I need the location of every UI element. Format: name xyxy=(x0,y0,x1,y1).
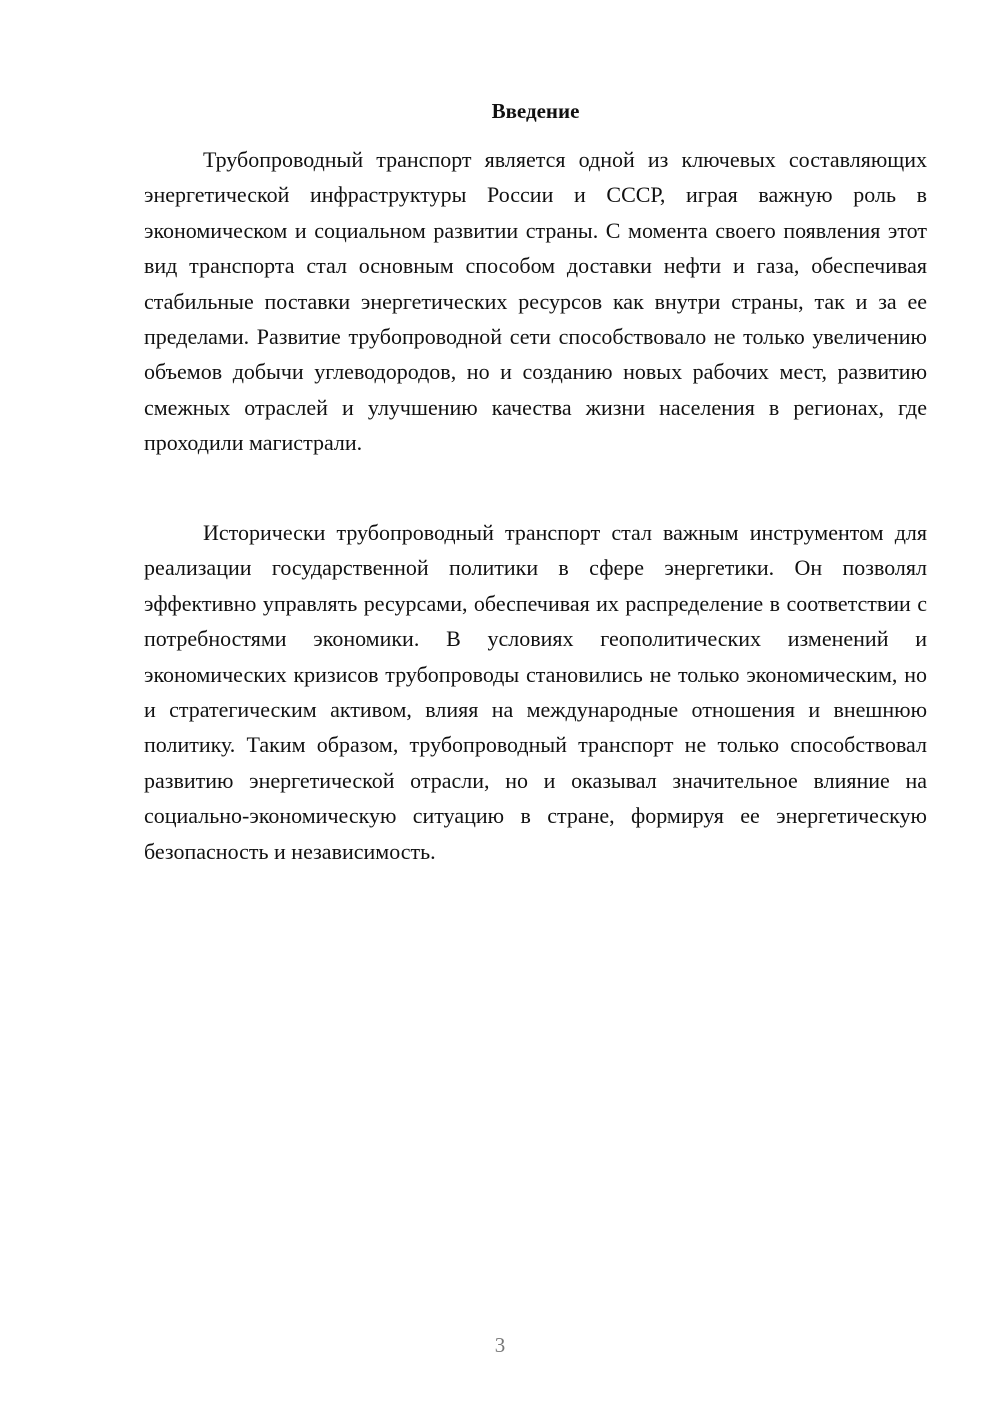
paragraph-2: Исторически трубопроводный транспорт стал важным инструментом для реализации государственной политики в сфере энергетики. Он позволял эффективно управлять ресурсами, обеспечивая их распределение в соответствии с потребностями экономики. В условиях геополитических изменений и экономических кризисов трубопроводы становились не только экономическим, но и стратегическим активом, влияя на международные отношения и внешнюю политику. Таким образом, трубопроводный транспорт не только способствовал развитию энергетической отрасли, но и оказывал значительное влияние на социально-экономическую ситуацию в стране, формируя ее энергетическую безопасность и независимость. xyxy=(144,520,927,864)
page-number: 3 xyxy=(494,1333,506,1357)
section-heading: Введение xyxy=(491,99,580,123)
paragraph-1: Трубопроводный транспорт является одной из ключевых составляющих энергетической инфраструктуры России и СССР, играя важную роль в экономическом и социальном развитии страны. С момента своего появления этот вид транспорта стал основным способом доставки нефти и газа, обеспечивая стабильные поставки энергетических ресурсов как внутри страны, так и за ее пределами. Развитие трубопроводной сети способствовало не только увеличению объемов добычи углеводородов, но и созданию новых рабочих мест, развитию смежных отраслей и улучшению качества жизни населения в регионах, где проходили магистрали. xyxy=(144,147,927,456)
